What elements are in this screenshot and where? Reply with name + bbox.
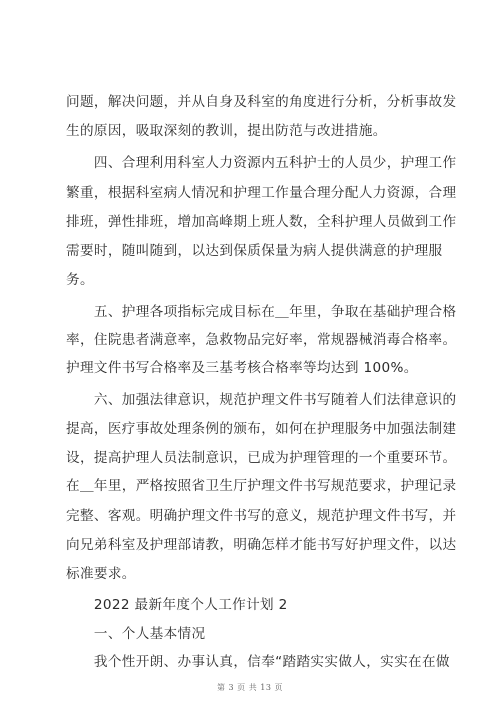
text-line: 四、合理利用科室人力资源内五科护士的人员少，护理工作 xyxy=(66,155,457,171)
text-line: 生的原因，吸取深刻的教训，提出防范与改进措施。 xyxy=(66,123,387,139)
text-line: 在＿年里，严格按照省卫生厅护理文件书写规范要求，护理记录 xyxy=(66,478,457,494)
text-line: 排班，弹性排班，增加高峰期上班人数，全科护理人员做到工作 xyxy=(66,214,457,230)
text-line: 提高，医疗事故处理条例的颁布，如何在护理服务中加强法制建 xyxy=(66,421,457,437)
text-line: 标准要求。 xyxy=(66,566,136,582)
text-line: 完整、客观。明确护理文件书写的意义，规范护理文件书写，并 xyxy=(66,508,457,524)
text-line: 繁重，根据科室病人情况和护理工作量合理分配人力资源，合理 xyxy=(66,185,457,201)
text-line: 设，提高护理人员法制意识，已成为护理管理的一个重要环节。 xyxy=(66,450,457,466)
section-heading: 2022 最新年度个人工作计划 2 xyxy=(66,597,288,613)
text-line: 六、加强法律意识，规范护理文件书写随着人们法律意识的 xyxy=(66,392,457,408)
subsection-heading: 一、个人基本情况 xyxy=(66,626,206,642)
text-line: 务。 xyxy=(66,272,94,288)
text-line: 护理文件书写合格率及三基考核合格率等均达到 100%。 xyxy=(66,360,418,376)
text-line: 率，住院患者满意率，急救物品完好率，常规器械消毒合格率。 xyxy=(66,332,457,348)
text-line: 需要时，随叫随到，以达到保质保量为病人提供满意的护理服 xyxy=(66,243,443,259)
text-line: 我个性开朗、办事认真，信奉“踏踏实实做人，实实在在做 xyxy=(66,654,450,670)
text-line: 问题，解决问题，并从自身及科室的角度进行分析，分析事故发 xyxy=(66,94,457,110)
page-number-footer: 第 3 页 共 13 页 xyxy=(217,683,283,692)
text-line: 五、护理各项指标完成目标在＿年里，争取在基础护理合格 xyxy=(66,304,457,320)
text-line: 向兄弟科室及护理部请教，明确怎样才能书写好护理文件，以达 xyxy=(66,537,457,553)
